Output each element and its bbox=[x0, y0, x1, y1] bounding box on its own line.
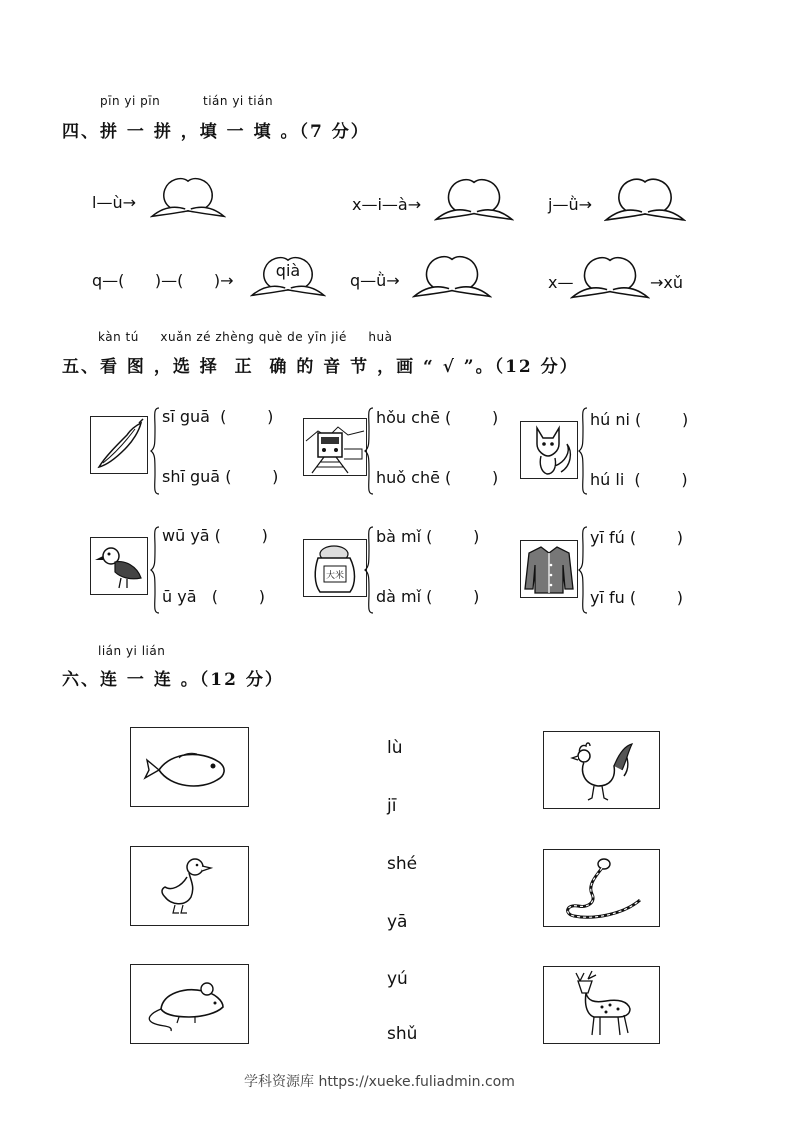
sequence-x: x— bbox=[548, 273, 574, 292]
brace bbox=[578, 406, 588, 496]
syllable-shu[interactable]: shǔ bbox=[387, 1024, 418, 1044]
sequence-q-blanks: q—( )—( )→ bbox=[92, 271, 234, 290]
match-picture-duck[interactable] bbox=[130, 846, 249, 926]
crow-icon bbox=[91, 538, 147, 594]
picture-train bbox=[303, 418, 367, 476]
fish-icon bbox=[131, 728, 248, 806]
section6-pinyin: lián yi lián bbox=[98, 644, 166, 658]
brace bbox=[364, 406, 374, 496]
option-hu-ni[interactable]: hú ni ( ) bbox=[590, 410, 689, 429]
sequence-lu: l—ù→ bbox=[92, 193, 136, 212]
peach-answer-box-1[interactable] bbox=[150, 172, 226, 220]
sack-label: 大米 bbox=[325, 571, 344, 581]
option-ba-mi[interactable]: bà mǐ ( ) bbox=[376, 527, 480, 546]
footer-source: 学科资源库 https://xueke.fuliadmin.com bbox=[244, 1074, 515, 1090]
duck-icon bbox=[131, 847, 248, 925]
section4-pinyin-pin: pīn yi pīn bbox=[100, 94, 161, 108]
option-yi-fu-1[interactable]: yī fú ( ) bbox=[590, 528, 684, 547]
brace bbox=[364, 525, 374, 615]
deer-icon bbox=[544, 967, 659, 1043]
sequence-xia: x—i—à→ bbox=[352, 195, 422, 214]
picture-fox bbox=[520, 421, 578, 479]
match-picture-snake[interactable] bbox=[543, 849, 660, 927]
syllable-lu[interactable]: lù bbox=[387, 738, 403, 758]
option-shi-gua[interactable]: shī guā ( ) bbox=[162, 467, 279, 486]
match-picture-rooster[interactable] bbox=[543, 731, 660, 809]
peach-answer-box-4[interactable] bbox=[412, 251, 492, 299]
option-wu-ya[interactable]: wū yā ( ) bbox=[162, 526, 268, 545]
brace bbox=[150, 525, 160, 615]
mouse-icon bbox=[131, 965, 248, 1043]
rooster-icon bbox=[544, 732, 659, 808]
option-si-gua[interactable]: sī guā ( ) bbox=[162, 407, 274, 426]
pea-pod-icon bbox=[91, 417, 147, 473]
section6-heading: 六、连 一 连 。（12 分） bbox=[62, 670, 284, 690]
train-icon bbox=[304, 419, 366, 475]
peach-answer-box-5[interactable] bbox=[570, 252, 650, 300]
peach-answer-box-2[interactable] bbox=[434, 174, 514, 222]
syllable-yu[interactable]: yú bbox=[387, 969, 408, 989]
peach-answer-box-3[interactable] bbox=[604, 174, 686, 222]
fox-icon bbox=[521, 422, 577, 478]
coat-icon bbox=[521, 541, 577, 597]
snake-icon bbox=[544, 850, 659, 926]
picture-coat bbox=[520, 540, 578, 598]
option-u-ya[interactable]: ū yā ( ) bbox=[162, 587, 265, 606]
syllable-ya[interactable]: yā bbox=[387, 912, 408, 932]
picture-pea-pod bbox=[90, 416, 148, 474]
section5-heading: 五、看 图 ，选 择 正 确 的 音 节 ，画 “ √ ”。（12 分） bbox=[62, 357, 579, 377]
sequence-xu-result: →xǔ bbox=[650, 273, 684, 292]
option-da-mi[interactable]: dà mǐ ( ) bbox=[376, 587, 480, 606]
picture-crow bbox=[90, 537, 148, 595]
syllable-she[interactable]: shé bbox=[387, 854, 418, 874]
sequence-ju: j—ǜ→ bbox=[548, 195, 592, 214]
option-hu-li[interactable]: hú li ( ) bbox=[590, 470, 688, 489]
option-yi-fu-2[interactable]: yī fu ( ) bbox=[590, 588, 684, 607]
peach-given-qia bbox=[250, 251, 326, 299]
brace bbox=[578, 525, 588, 615]
match-picture-mouse[interactable] bbox=[130, 964, 249, 1044]
section4-heading: 四、拼 一 拼 ，填 一 填 。（7 分） bbox=[62, 122, 370, 142]
picture-rice-sack bbox=[303, 539, 367, 597]
section4-pinyin-tian: tián yi tián bbox=[203, 94, 274, 108]
section5-pinyin: kàn tú xuǎn zé zhèng què de yīn jié huà bbox=[98, 330, 393, 344]
sequence-qu: q—ǜ→ bbox=[350, 271, 400, 290]
brace bbox=[150, 406, 160, 496]
option-huo-che[interactable]: huǒ chē ( ) bbox=[376, 468, 499, 487]
match-picture-deer[interactable] bbox=[543, 966, 660, 1044]
option-hou-che[interactable]: hǒu chē ( ) bbox=[376, 408, 499, 427]
match-picture-fish[interactable] bbox=[130, 727, 249, 807]
peach-label-qia: qià bbox=[275, 261, 301, 280]
syllable-ji[interactable]: jī bbox=[387, 796, 397, 816]
